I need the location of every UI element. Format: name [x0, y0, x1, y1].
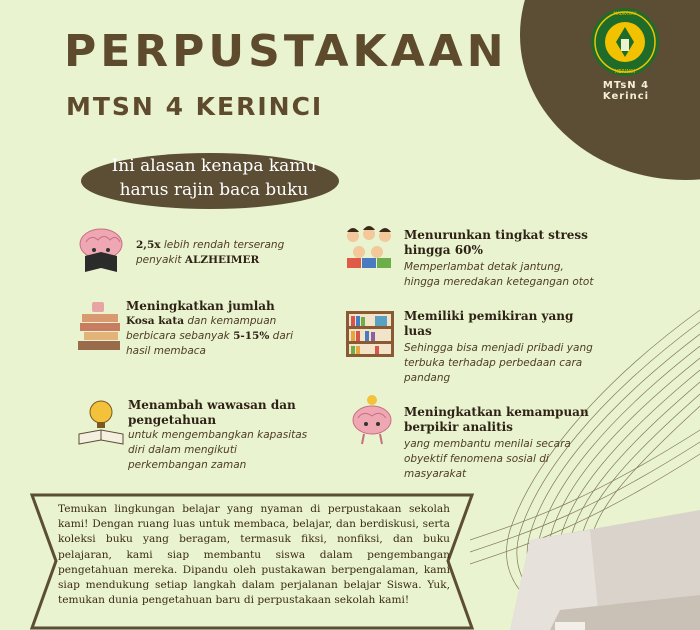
item-1-stat: 2,5x: [136, 239, 161, 251]
benefit-item-6: [404, 405, 604, 482]
benefit-item-1: [136, 238, 326, 268]
item-4-desc: Sehingga bisa menjadi pribadi yang terbuka terhadap perbedaan cara pandang: [404, 342, 593, 384]
benefit-item-4: [404, 309, 604, 386]
school-logo: [590, 7, 660, 77]
item-3-desc: dan kemampuan berbicara sebanyak: [126, 315, 277, 342]
banner-line-1: Ini alasan kenapa kamu: [111, 156, 317, 176]
room-photo: [470, 500, 700, 630]
item-3-percent: 5-15%: [233, 330, 270, 342]
banner-line-2: harus rajin baca buku: [119, 180, 309, 200]
benefit-item-3: [126, 299, 296, 359]
item-2-desc: Memperlambat detak jantung, hingga meredakan ketegangan otot: [404, 261, 594, 288]
info-box-text: Temukan lingkungan belajar yang nyaman di perpustakaan sekolah kami! Dengan ruang luas untuk membaca, belajar, dan berdiskusi, serta koleksi buku yang beragam, termasuk fiksi, nonfiksi, dan buku pelajaran, kami siap membantu siswa dalam pengembangan pengetahuan mereka. Dipandu oleh pustakawan berpengalaman, kami siap mendukung setiap langkah dalam perjalanan belajar Siswa. Yuk, temukan dunia pengetahuan baru di perpustakaan sekolah kami!: [58, 503, 450, 607]
item-5-desc: untuk mengembangkan kapasitas diri dalam mengikuti perkembangan zaman: [128, 429, 308, 471]
svg-text:MADRASAH: MADRASAH: [613, 11, 637, 16]
svg-text:KERINCI: KERINCI: [614, 69, 636, 75]
benefit-item-2: [404, 228, 594, 290]
lightbulb-book-icon: [76, 398, 126, 446]
banner-text: [94, 154, 334, 202]
bookshelf-icon: [345, 310, 395, 358]
thinking-brain-icon: [350, 394, 394, 446]
brain-book-icon: [76, 226, 126, 274]
item-3-title-b: Kosa kata: [126, 315, 185, 327]
item-3-desc-b: dari hasil membaca: [126, 330, 294, 357]
logo-caption: MTsN 4 Kerinci: [602, 80, 650, 102]
item-6-desc: yang membantu menilai secara obyektif fenomena sosial di masyarakat: [404, 438, 571, 480]
item-5-title: Menambah wawasan dan pengetahuan: [128, 398, 296, 427]
item-4-title: Memiliki pemikiran yang luas: [404, 309, 574, 338]
item-1-desc: lebih rendah terserang penyakit: [136, 239, 285, 266]
happy-crowd-icon: [343, 224, 395, 268]
item-2-title: Menurunkan tingkat stress hingga 60%: [404, 228, 588, 257]
item-3-title: Meningkatkan jumlah: [126, 299, 275, 313]
books-stack-icon: [76, 300, 124, 352]
page-subtitle: MTSN 4 KERINCI: [66, 92, 324, 121]
page-title: PERPUSTAKAAN: [64, 26, 508, 77]
benefit-item-5: [128, 398, 308, 473]
item-6-title: Meningkatkan kemampuan berpikir analitis: [404, 405, 589, 434]
item-1-disease: ALZHEIMER: [184, 254, 260, 266]
